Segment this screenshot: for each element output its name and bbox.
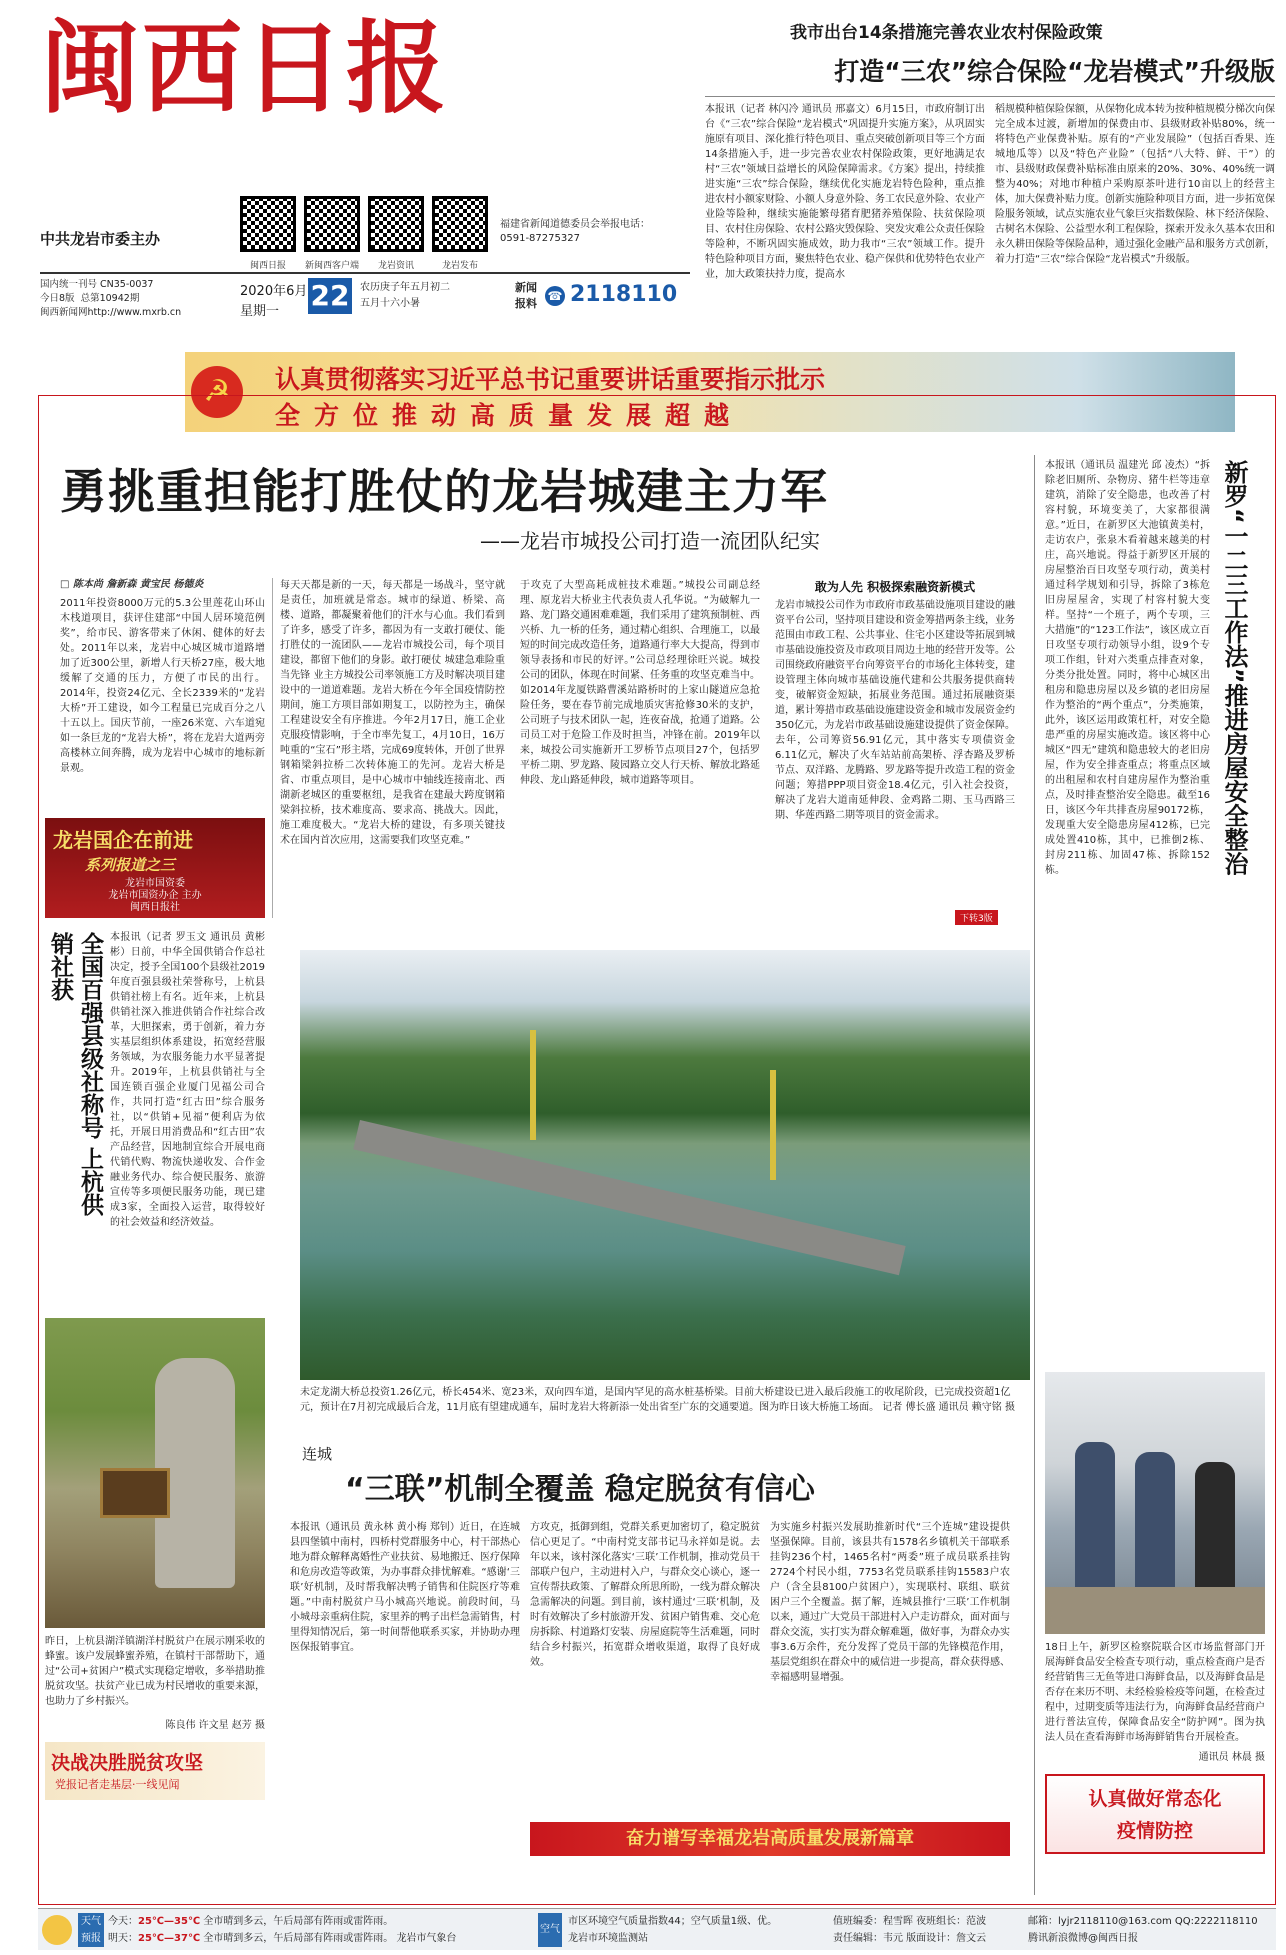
top-story-col1: 本报讯（记者 林闪冷 通讯员 邢嘉文）6月15日，市政府制订出台《“三农”综合保险“龙岩模式”巩固提升实施方案》，从巩固实施原有项目、深化推行特色项目、重点突破创新项目等三个方面14条措施入手，进一步完善农业农村保险政策，更好地满足农村“三农”领域日益增长的风险保障需求。《方案》提出，持续推进实施“三农”综合保险，继续优化实施龙岩特色险种，重点推进农村小额家财险、小额人身意外险、务工农民意外险、农业产业险等险种，继续实施能繁母猪育肥猪养殖保险、扶贫保险项目、农村住房保险、农村公路灾毁保险、突发灾难公众责任保险等险种，不断巩固实施成效，助力我市“三农”领域工作。提升特色险种项目方面，聚焦特色农业、稳产保供和优势特色农业产业，加大政策扶持力度，提高水 bbox=[705, 104, 985, 280]
tomorrow-temp: 25℃—37℃ bbox=[138, 1933, 201, 1944]
lead-byline: □ 陈本尚 詹新森 黄宝民 杨德炎 bbox=[60, 579, 204, 590]
publisher-label: 福建省新闻道德委员会举报电话： bbox=[500, 219, 650, 230]
air-quality: 市区环境空气质量指数44；空气质量1级、优。 龙岩市环境监测站 bbox=[568, 1916, 778, 1944]
photo-beekeeper-caption: 昨日，上杭县湖洋镇湖洋村脱贫户在展示刚采收的蜂蜜。该户发展蜂蜜养殖，在镇村干部帮助下，通过“公司+贫困户”模式实现稳定增收，多举措助推脱贫攻坚。扶贫产业已成为村民增收的重要来源，也助力了乡村振兴。 bbox=[45, 1636, 265, 1707]
qr-label: 闽西日报 bbox=[249, 261, 286, 271]
weather-icon bbox=[42, 1915, 72, 1945]
masthead-divider bbox=[40, 272, 690, 274]
lead-col4: 龙岩市城投公司作为市政府市政基础设施项目建设的融资平台公司，坚持项目建设和资金筹措两条主线，业务范围由市政工程、公共事业、住宅小区建设等拓展到城市基础设施投资及市政项目周边土地的经营开发等。公司围绕政府融资平台向筹资平台的市场化主体转变，建设管理主体向城市基础设施代建和公共服务提供商转变，破解资金短缺，拓展业务范围。通过拓展融资渠道，累计筹措市政基础设施建设资金和城市发展资金约350亿元，为龙岩市政基础设施建设提供了资金保障。去年，公司筹资56.91亿元，其中落实专项债资金6.11亿元，解决了火车站站前高架桥、浮杏路及罗桥节点、双洋路、龙腾路、罗龙路等提升改造工程的资金问题；筹措PPP项目资金18.4亿元，引入社会投资，解决了龙岩大道南延伸段、金鸡路二期、玉马西路三期、华莲西路二期等项目的资金需求。 bbox=[775, 600, 1015, 821]
date-year-month: 2020年6月 bbox=[240, 284, 308, 299]
qr-label: 龙岩资讯 bbox=[377, 261, 414, 271]
series-box bbox=[45, 818, 265, 918]
qr-code-icon bbox=[304, 196, 360, 252]
lead-headline: 勇挑重担能打胜仗的龙岩城建主力军 bbox=[60, 465, 828, 520]
bridge-deck bbox=[353, 1120, 905, 1275]
qr-group bbox=[240, 196, 485, 256]
masthead-title: 闽西日报 bbox=[40, 9, 448, 127]
right-story-body: 本报讯（通讯员 温建光 邱 凌杰）“拆除老旧厕所、杂物房、猪牛栏等违章建筑，消除了安全隐患，也改善了村容村貌，环境变美了，大家都很满意。”近日，在新罗区大池镇黄美村，走访农户，张泉木看着越来越美的村庄，高兴地说。得益于新罗区开展的房屋整治百日攻坚专项行动，黄美村通过科学规划和引导，拆除了3栋危旧房屋屋舍，实现了村容村貌大变样。坚持“一个班子，两个专项，三大措施”的“123工作法”，该区成立百日攻坚专项行动领导小组，设9个专项工作组，针对六类重点排查对象，分类分批处置。同时，将中心城区出租房和隐患房屋以及乡镇的老旧房屋作为整治的“两个重点”，分类施策，此外，该区运用政策杠杆，对安全隐患严重的房屋实施改造。该区将中心城区“四无”建筑和隐患较大的老旧房屋，作为安全排查重点；将重点区域的出租屋和农村自建房屋作为整治重点，及时排查整治安全隐患。截至16日，该区今年共排查房屋90172栋，发现重大安全隐患房屋412栋，已完成处置410栋，其中，已推倒2栋、封房211栋、加固47栋、拆除152栋。 bbox=[1045, 460, 1210, 876]
right-headline-quote: “一二三工作法” bbox=[1220, 508, 1248, 684]
lead-subheadline: ——龙岩市城投公司打造一流团队纪实 bbox=[480, 529, 820, 553]
lianlian-col1: 本报讯（通讯员 黄永林 黄小梅 郑钊）近日，在连城县四堡镇中南村，四桥村党群服务中心，村干部热心地为群众解释离婚性产业扶贫、易地搬迁、医疗保障和危房改造等政策，为办事群众排忧解难。“感谢‘三联’好机制，及时帮我解决鸭子销售和住院医疗等难题。”中南村脱贫户马小城高兴地说。前段时间，马小城母亲重病住院，家里养的鸭子出栏急需销售，村里得知情况后，第一时间帮他联系买家，并协助办理医保报销事宜。 bbox=[290, 1522, 520, 1653]
left-story-body-cont bbox=[60, 1080, 265, 1310]
photo-bridge-caption: 未定龙湖大桥总投资1.26亿元，桥长454米、宽23米，双向四车道，是国内罕见的高水桩基桥梁。目前大桥建设已进入最后段施工的收尾阶段，已完成投资超1亿元，预计在7月初完成最后合龙，11月底有望建成通车，届时龙岩大将新添一处出省至广东的交通要道。图为昨日该大桥施工场面。 记者 傅长盛 通讯员 赖守铭 摄 bbox=[300, 1387, 1015, 1413]
sponsor: 中共龙岩市委主办 bbox=[40, 230, 161, 248]
weather-label: 天气 预报 bbox=[78, 1913, 104, 1947]
qr-code-icon bbox=[368, 196, 424, 252]
lianlian-col3: 为实施乡村振兴发展助推新时代“三个连城”建设提供坚强保障。目前，该县共有1578名乡镇机关干部联系挂钩236个村，1465名村“两委”班子成员联系挂钩2724个村民小组，7753名党员联系挂钩15583户农户（含全县8100户贫困户），实现联村、联组、联贫困户三个全覆盖。据了解，连城县推行‘三联’工作机制以来，通过广大党员干部进村入户走访群众，面对面与群众交流，实打实为群众解难题，做好事，为群众办实事3.6万余件，充分发挥了党员干部的先锋模范作用，基层党组织在群众中的威信进一步提高，群众获得感、幸福感明显增强。 bbox=[770, 1522, 1010, 1683]
poverty-title: 决战决胜脱贫攻坚 bbox=[51, 1752, 204, 1774]
banner-line1: 认真贯彻落实习近平总书记重要讲话重要指示批示 bbox=[275, 365, 826, 394]
weather-forecast: 今天：25℃—35℃ 全市晴到多云，午后局部有阵雨或雷阵雨。 明天：25℃—37℃ 全市晴到多云，午后局部有阵雨或雷阵雨。 龙岩市气象台 bbox=[108, 1916, 457, 1944]
left-story-headline: 全国百强县级社称号 上杭供销社获 bbox=[47, 932, 103, 1217]
publisher-phone: 0591-87275327 bbox=[500, 233, 580, 244]
top-story-col2: 稻规模种植保险保额，从保物化成本转为按种植规模分梯次向保完全成本过渡，新增加的保费由市、县级财政补贴80%，统一将特色产业保费补贴。原有的“产业发展险”（包括百香果、连城地瓜等）以及“特色产业险”（包括“八大特、鲜、干”）的市、县级财政保费补贴标准由原来的20%、30%、40%统一调整为40%；对地市种植户采购原茶叶进行10亩以上的经营主体，加大保费补贴力度。创新实施险种项目方面，进一步拓宽保险服务领域，试点实施农业气象巨灾指数保险、林下经济保险、古树名木保险、公益型水利工程保险，探索开发永久基本农田和永久耕田保险等保险品种，通过强化金融产品和服务方式创新，着力打造“三农”综合保险“龙岩模式”升级版。 bbox=[995, 104, 1275, 265]
lianlian-headline: “三联”机制全覆盖 稳定脱贫有信心 bbox=[345, 1472, 815, 1507]
footer bbox=[38, 1908, 1276, 1950]
photo-inspection-credit: 通讯员 林晨 摄 bbox=[1198, 1752, 1265, 1763]
qr-label: 新闽西客户端 bbox=[304, 261, 359, 271]
today-temp: 25℃—35℃ bbox=[138, 1916, 201, 1927]
website-link[interactable]: 闽西新闻网http://www.mxrb.cn bbox=[40, 307, 182, 318]
officer-figure bbox=[1075, 1442, 1115, 1592]
lianlian-col2: 方攻克，抵御到组，党群关系更加密切了，稳定脱贫信心更足了。“中南村党支部书记马永祥如是说。去年以来，该村深化落实‘三联’工作机制，推动党员干部联户包户，主动进村入户，与群众交心谈心，逐一宣传帮扶政策、了解群众所思所盼，一线为群众解决急需解决的问题。到目前，该村通过‘三联’机制，及时有效解决了乡村旅游开发、贫困户销售难、交心危房拆除、村道路灯安装、房屋庭院等生活难题，同时结合乡村振兴，拓宽群众增收渠道，取得了良好成效。 bbox=[530, 1522, 760, 1668]
top-story-headline: 打造“三农”综合保险“龙岩模式”升级版 bbox=[834, 57, 1275, 86]
right-headline-part1: 新罗 bbox=[1220, 460, 1248, 508]
crane-icon bbox=[530, 1030, 536, 1140]
editors: 值班编委：程雪晖 夜班组长：范波 责任编辑：韦元 版面设计：詹文云 bbox=[833, 1916, 987, 1944]
officer-figure bbox=[1195, 1462, 1235, 1592]
lianlian-location: 连城 bbox=[302, 1445, 333, 1463]
qr-code-icon bbox=[432, 196, 488, 252]
email-link[interactable]: 邮箱：lyjr2118110@163.com QQ:2222118110 bbox=[1028, 1916, 1258, 1927]
pages-issue: 今日8版 总第10942期 bbox=[40, 293, 140, 304]
poverty-subtitle: 党报记者走基层·一线见闻 bbox=[55, 1778, 180, 1791]
photo-beekeeper bbox=[45, 1318, 265, 1628]
issue-info bbox=[40, 278, 230, 320]
right-bottom-box bbox=[1045, 1774, 1265, 1854]
lunar-date: 农历庚子年五月初二 五月十六小暑 bbox=[360, 282, 450, 309]
left-story-body: 本报讯（记者 罗玉文 通讯员 黄彬彬）日前，中华全国供销合作总社决定，授予全国100个县级社2019年度百强县级社荣誉称号，上杭县供销社榜上有名。近年来，上杭县供销社深入推进供销合作社综合改革，大胆探索，勇于创新，着力夯实基层组织体系建设，拓宽经营服务领域，为农服务能力水平显著提升。2019年，上杭县供销社与全国连锁百强企业厦门见福公司合作，共同打造“红古田”综合服务社，以“供销+见福”便利店为依托，开展日用消费品和“红古田”农产品经营，因地制宜综合开展电商代销代购、物流快递收发、合作金融业务代办、综合便民服务、旅游宣传等多项便民服务功能，现已建成3家，全面投入运营，取得较好的社会效益和经济效益。 bbox=[110, 932, 265, 1228]
crane-icon bbox=[770, 1070, 776, 1180]
right-story-headline bbox=[1218, 460, 1250, 1360]
hotline-number: 2118110 bbox=[570, 282, 678, 307]
bottom-red-bar: 奋力谱写幸福龙岩高质量发展新篇章 bbox=[530, 1822, 1010, 1856]
top-story-kicker: 我市出台14条措施完善农业农村保险政策 bbox=[790, 23, 1103, 43]
officer-figure bbox=[1135, 1452, 1175, 1592]
top-story-rule bbox=[705, 96, 1275, 97]
air-label: 空气 bbox=[538, 1913, 562, 1947]
lead-col4-heading: 敢为人先 积极探索融资新模式 bbox=[814, 580, 976, 594]
lead-col2: 每天天都是新的一天，每天都是一场战斗，坚守就是责任，加班就是常态。城市的绿道、桥梁、高楼、道路，都凝聚着他们的汗水与心血。我们看到了许多，感受了许多，都因为有一支敢打硬仗、能打胜仗的一流团队——龙岩市城投公司，每个项目建设，都留下他们的身影。敢打硬仗 城建急难险重当先锋 业主方城投公司率领施工方及时解决项目建设中的一道道难题。龙岩大桥在今年全国疫情防控期间，施工方项目部如期复工，以防控为主，确保工程建设安全有序推进。今年2月17日，施工企业克服疫情影响，于全市率先复工，4月10日，16万吨重的“宝石”形主塔，完成69度转体，开创了世界钢箱梁斜拉桥二次转体施工的先河。龙岩大桥是省、市重点项目，是中心城市中轴线连接南北、西湖新老城区的重要枢纽，是我省在建最大跨度钢箱梁斜拉桥，技术难度高、要求高、挑战大。因此，施工难度极大。“龙岩大桥的建设，有多项关键技术在国内首次应用，这需要我们攻坚克难。” bbox=[280, 580, 505, 846]
series-title: 龙岩国企在前进 bbox=[53, 828, 193, 852]
lead-col1: 2011年投资8000万元的5.3公里莲花山环山木栈道项目，获评住建部“中国人居环境范例奖”，给市民、游客带来了休闲、健体的好去处。2011年以来，龙岩中心城区城市道路增加了近300公里，新增人行天桥27座，极大地缓解了交通的压力，方便了市民的出行。2014年，投资24亿元、全长2339米的“龙岩大桥”开工建设，如今工程量已完成百分之八十五以上。国庆节前，一座26米宽、六车道宛如一条巨龙的“龙岩大桥”，将在龙岩大道两旁高楼林立间奔腾，成为龙岩中心城市的地标新景观。 bbox=[60, 598, 265, 774]
right-column-divider bbox=[1034, 455, 1035, 1895]
right-box-line2: 疫情防控 bbox=[1116, 1820, 1193, 1842]
lead-col3: 于攻克了大型高耗成桩技术难题。”城投公司副总经理、原龙岩大桥业主代表负责人孔华说。“为破解九一路、龙门路交通困难难题，我们采用了建筑预制桩、西兴桥、九一桥的任务，通过精心组织、合理施工，以最短的时间完成改造任务，道路通行率大大提高，得到市领导表扬和市民的好评。”公司总经理徐旺兴说。城投公司的团队，体现在时间紧、任务重的攻坚克难当中。如2014年龙厦铁路曹溪站路桥时的上家山隧道应急抢险任务，要在春节前完成地质灾害抢修30米的支护，公司班子与技术团队一起，连夜奋战，抢通了道路。公司员工对于危险工作及时担当，冲锋在前。2019年以来，城投公司实施新开工罗桥节点项目27个，包括罗平桥二期、罗龙路、陵园路立交人行天桥、解放北路延伸段、龙山路延伸段，城市道路等项目。 bbox=[520, 580, 760, 786]
issn: 国内统一刊号 CN35-0037 bbox=[40, 279, 154, 290]
party-emblem-icon: ☭ bbox=[191, 366, 243, 418]
right-headline-part2: 推进房屋安全整治 bbox=[1220, 683, 1248, 876]
continued-tag: 下转3版 bbox=[955, 910, 998, 925]
phone-icon: ☎ bbox=[545, 286, 565, 306]
weibo-link[interactable]: 腾讯新浪微博@闽西日报 bbox=[1028, 1933, 1138, 1944]
series-org: 龙岩市国资委 龙岩市国资办企 主办 闽西日报社 bbox=[108, 878, 202, 913]
date-block bbox=[240, 278, 700, 324]
weekday: 星期一 bbox=[240, 304, 280, 319]
banner-line2: 全方位推动高质量发展超越 bbox=[275, 401, 744, 430]
right-box-line1: 认真做好常态化 bbox=[1088, 1788, 1222, 1810]
photo-beekeeper-credit: 陈良伟 许文星 赵芳 摄 bbox=[165, 1720, 265, 1731]
publisher-line bbox=[500, 218, 690, 246]
poverty-box bbox=[45, 1742, 265, 1800]
honeycomb-frame bbox=[100, 1468, 170, 1518]
series-subtitle: 系列报道之三 bbox=[85, 856, 176, 874]
contact bbox=[1028, 1913, 1273, 1947]
photo-inspection-caption: 18日上午，新罗区检察院联合区市场监督部门开展海鲜食品安全检查专项行动，重点检查商户是否经营销售三无鱼等进口海鲜食品，以及海鲜食品是否存在来历不明、未经检验检疫等问题，在检查过程中，过期变质等违法行为，向海鲜食品经营商户进行普法宣传，保障食品安全“防护网”。图为执法人员在查看海鲜市场海鲜销售台开展检查。 bbox=[1045, 1642, 1265, 1743]
day-number: 22 bbox=[308, 278, 352, 314]
photo-bridge bbox=[300, 950, 1030, 1380]
seafood-tray bbox=[1045, 1587, 1265, 1634]
hotline-label: 新闻 报料 bbox=[515, 281, 537, 310]
qr-code-icon bbox=[240, 196, 296, 252]
photo-inspection bbox=[1045, 1372, 1265, 1634]
qr-label: 龙岩发布 bbox=[441, 261, 478, 271]
column-divider bbox=[272, 578, 273, 918]
